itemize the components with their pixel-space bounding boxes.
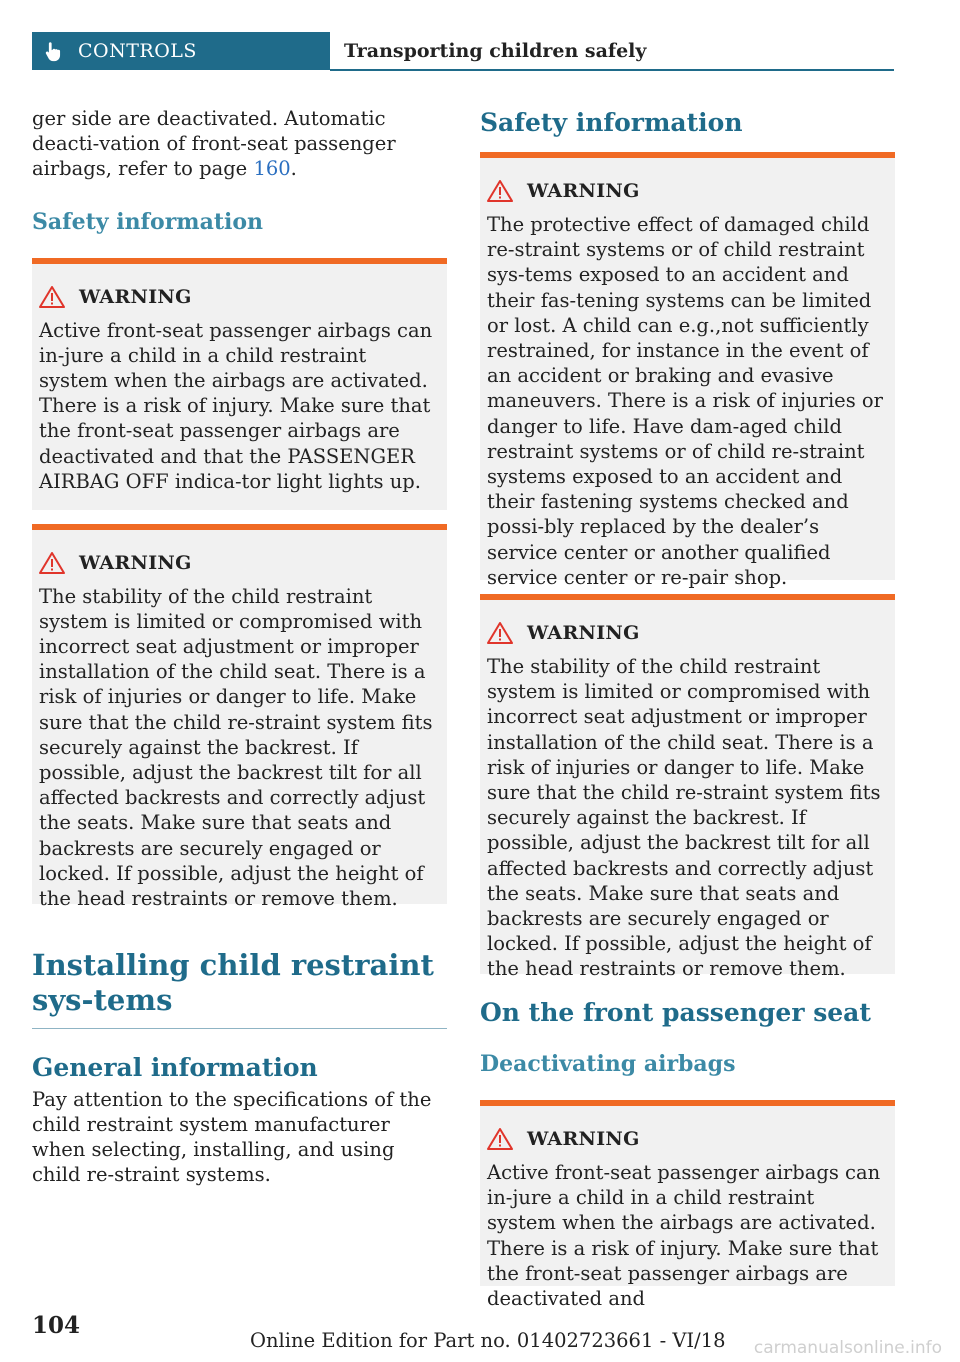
warning-header <box>487 178 887 204</box>
left-column <box>32 106 447 1187</box>
warning-label: WARNING <box>79 551 192 574</box>
intro-paragraph <box>32 106 447 182</box>
warning-text: Active front-seat passenger airbags can in-jure a child in a child restraint system when the airbags are activated. There is a risk of injury. Make sure that the front-seat passenger airbags are deactivated and that the PASSENGER AIRBAG OFF indica-tor light lights up. <box>39 318 433 493</box>
warning-text: The protective effect of damaged child re-straint systems or of child restraint sys-tems exposed to an accident and their fas-tening systems can be limited or lost. A child can e.g.,not sufficiently restrained, for instance in the event of an accident or braking and evasive maneuvers. There is a risk of injuries or danger to life. Have dam-aged child restraint systems or of child re-straint systems exposed to an accident and their fastening systems checked and possi-bly replaced by the dealer’s service center or another qualified service center or re-pair shop. <box>487 213 883 589</box>
header-rule <box>330 69 894 71</box>
warning-box <box>32 258 447 510</box>
watermark: carmanualsonline.info <box>753 1338 942 1358</box>
warning-label: WARNING <box>527 622 640 644</box>
warning-triangle-icon <box>39 551 65 575</box>
warning-box <box>480 594 895 981</box>
safety-heading-left: Safety information <box>32 208 264 235</box>
page-header <box>32 32 894 70</box>
warning-text: Active front-seat passenger airbags can in-jure a child in a child restraint system when the airbags are activated. There is a risk of injury. Make sure that the front-seat passenger airbags are deactivated and <box>487 1161 881 1311</box>
warning-label: WARNING <box>527 1128 640 1150</box>
right-column <box>480 106 895 1311</box>
warning-triangle-icon <box>487 1127 513 1151</box>
warning-triangle-icon <box>487 621 513 645</box>
safety-heading-right: Safety information <box>480 108 743 137</box>
page-number: 104 <box>32 1312 81 1339</box>
hand-pointer-icon <box>42 40 64 62</box>
warning-header <box>39 284 439 310</box>
intro-text: ger side are deactivated. Automatic deacti-vation of front-seat passenger airbags, refer to page <box>32 107 396 181</box>
warning-label: WARNING <box>79 285 192 308</box>
front-seat-heading: On the front passenger seat <box>480 998 871 1027</box>
warning-text: The stability of the child restraint system is limited or compromised with incorrect seat adjustment or improper installation of the child seat. There is a risk of injuries or danger to life. Make sure that the child re-straint system fits securely against the backrest. If possible, adjust the backrest tilt for all affected backrests and correctly adjust the seats. Make sure that seats and backrests are securely engaged or locked. If possible, adjust the height of the head restraints or remove them. <box>39 584 433 911</box>
warning-label: WARNING <box>527 180 640 202</box>
warning-box <box>480 1100 895 1311</box>
chapter-title: Transporting children safely <box>344 40 647 62</box>
section-label: CONTROLS <box>78 40 197 62</box>
warning-text: The stability of the child restraint system is limited or compromised with incorrect seat adjustment or improper installation of the child seat. There is a risk of injuries or danger to life. Make sure that the child re-straint system fits securely against the backrest. If possible, adjust the backrest tilt for all affected backrests and correctly adjust the seats. Make sure that seats and backrests are securely engaged or locked. If possible, adjust the height of the head restraints or remove them. <box>487 655 881 981</box>
page-ref-link[interactable]: 160 <box>253 157 291 181</box>
warning-triangle-icon <box>39 285 65 309</box>
general-heading: General information <box>32 1052 318 1082</box>
deactivating-heading: Deactivating airbags <box>480 1051 736 1077</box>
general-paragraph: Pay attention to the specifications of the child restraint system manufacturer when selecting, installing, and using child re-straint systems. <box>32 1087 432 1187</box>
warning-header <box>487 1126 887 1152</box>
edition-footer: Online Edition for Part no. 01402723661 - VI/18 <box>250 1329 726 1352</box>
warning-header <box>487 620 887 646</box>
heading-rule <box>32 1028 447 1029</box>
warning-triangle-icon <box>487 179 513 203</box>
installing-heading: Installing child restraint sys-tems <box>32 947 434 1017</box>
warning-box <box>480 152 895 589</box>
intro-end: . <box>290 157 297 181</box>
warning-header <box>39 550 439 576</box>
section-tab[interactable] <box>32 32 330 70</box>
warning-box <box>32 524 447 911</box>
